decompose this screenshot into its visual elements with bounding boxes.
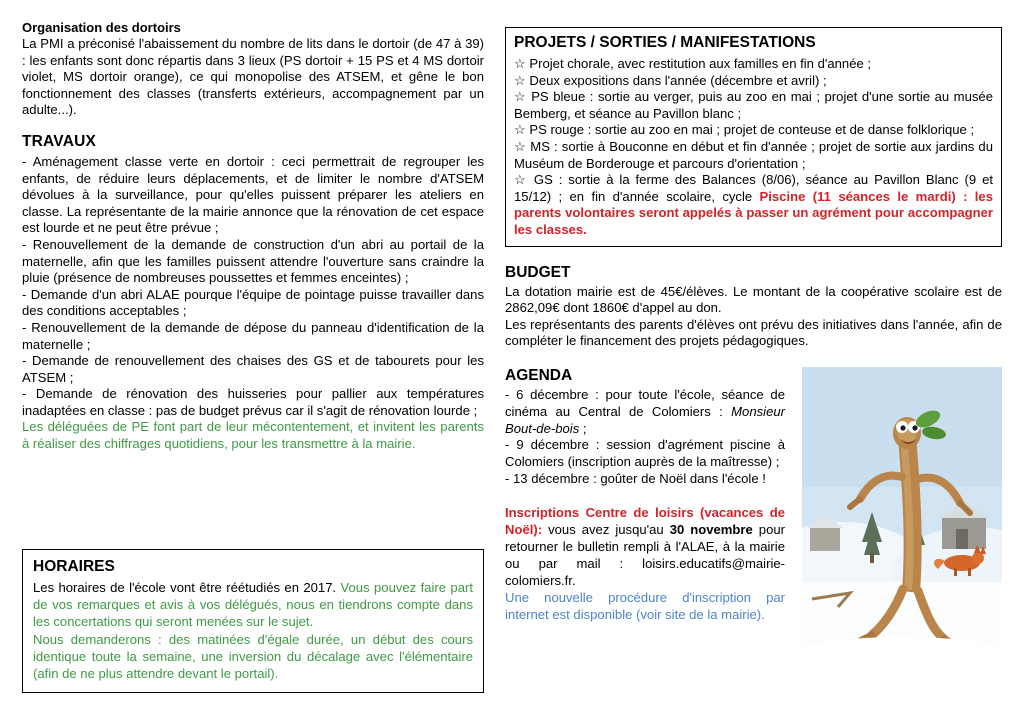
agenda-title: AGENDA <box>505 366 573 384</box>
left-column <box>22 20 484 453</box>
travaux-item: - Demande de renouvellement des chaises des GS et de tabourets pour les ATSEM ; <box>22 353 484 385</box>
spacer <box>505 247 1002 264</box>
inscriptions-title: Inscriptions Centre de loisirs (vacances de Noël): <box>505 504 785 537</box>
travaux-item: - Renouvellement de la demande de dépose du panneau d'identification de la maternelle ; <box>22 319 484 352</box>
dortoirs-section <box>22 20 484 119</box>
agenda-section <box>505 367 1002 623</box>
horaires-title: HORAIRES <box>33 558 115 575</box>
dortoirs-body: La PMI a préconisé l'abaissement du nombre de lits dans le dortoir (de 47 à 39) : les enfants sont donc répartis dans 3 lieux (PS dortoir + 15 PS et 4 MS dortoir violet, MS dortoir orange), ce qui monopolise des ATSEM, et gêne le bon fonctionnement des classes (transferts extérieurs, accompagnement par un adulte...). <box>22 36 484 118</box>
horaires-paragraph-1 <box>33 579 473 631</box>
agenda-item-2: - 9 décembre : session d'agrément piscine à Colomiers (inscription auprès de la maîtresse) ; <box>505 437 785 470</box>
budget-title: BUDGET <box>505 263 571 281</box>
projets-item: ☆ PS rouge : sortie au zoo en mai ; projet de conteuse et de danse folklorique ; <box>514 122 975 138</box>
projets-item: ☆ Deux expositions dans l'année (décembre et avril) ; <box>514 72 827 88</box>
travaux-item: - Aménagement classe verte en dortoir : ceci permettrait de regrouper les enfants, de réduire leurs déplacements, et de limiter le nombre d'ATSEM dévolues à la surveillance, pour qu'elles puissent préparer les ateliers en classe. La représentante de la mairie annonce que la rénovation de cet espace est lourde et ne peut être prévue ; <box>22 153 484 236</box>
inscriptions-text-b: pour retourner le bulletin rempli à l'ALAE, à la mairie ou par mail : loisirs.educatifs@mairie-colomiers.fr. <box>505 521 785 588</box>
gs-text-black: ☆ GS : sortie à la ferme des Balances (8/06), séance au Pavillon Blanc (9 et 15/12) ; en fin d'année scolaire, cycle <box>514 172 993 204</box>
budget-section <box>505 264 1002 350</box>
agenda-item-1 <box>505 387 785 437</box>
spacer <box>22 119 484 133</box>
horaires-box <box>22 549 484 693</box>
inscriptions-deadline: 30 novembre <box>669 521 753 537</box>
travaux-green-note: Les déléguées de PE font part de leur mécontentement, et invitent les parents à réaliser des chiffrages quotidiens, pour les transmettre à la mairie. <box>22 419 484 452</box>
horaires-paragraph-2: Nous demanderons : des matinées d'égale durée, un début des cours identique toute la semaine, une inversion du décalage avec l'élémentaire (afin de ne plus attendre devant le portail). <box>33 631 473 682</box>
agenda-item-1-film-title: Monsieur Bout-de-bois <box>505 403 785 436</box>
agenda-item-1-text-a: - 6 décembre : pour toute l'école, séance de cinéma au Central de Colomiers : <box>505 386 785 419</box>
dortoirs-title: Organisation des dortoirs <box>22 20 181 35</box>
inscriptions-section <box>505 504 785 623</box>
budget-paragraph-2: Les représentants des parents d'élèves ont prévu des initiatives dans l'année, afin de compléter le financement des projets pédagogiques. <box>505 316 1002 349</box>
right-column <box>505 27 1002 623</box>
stick-man-snow-illustration <box>802 367 1002 667</box>
projets-box <box>505 27 1002 247</box>
travaux-title: TRAVAUX <box>22 132 97 150</box>
inscriptions-text-a: vous avez jusqu'au <box>542 521 670 537</box>
agenda-text <box>505 367 785 488</box>
projets-item-gs <box>514 172 993 238</box>
agenda-item-3: - 13 décembre : goûter de Noël dans l'école ! <box>505 470 766 486</box>
travaux-section <box>22 133 484 453</box>
travaux-item: - Renouvellement de la demande de construction d'un abri au portail de la maternelle, afin que les familles puissent attendre l'ouverture sans craindre la pluie (présence de nombreuses poussettes et femmes enceintes) ; <box>22 236 484 286</box>
projets-title: PROJETS / SORTIES / MANIFESTATIONS <box>514 34 816 51</box>
inscriptions-paragraph <box>505 504 785 589</box>
budget-paragraph-1: La dotation mairie est de 45€/élèves. Le montant de la coopérative scolaire est de 2862,09€ dont 1860€ d'appel au don. <box>505 283 1002 316</box>
projets-item: ☆ MS : sortie à Bouconne en début et fin d'année ; projet de sortie aux jardins du Muséum de Borderouge et parcours d'orientation ; <box>514 138 993 171</box>
horaires-p1-green: Vous pouvez faire part de vos remarques et avis à vos délégués, nous en tiendrons compte dans les concertations qui seront menées sur le sujet. <box>33 580 473 630</box>
agenda-item-1-text-b: ; <box>579 420 587 436</box>
travaux-item: - Demande de rénovation des huisseries pour pallier aux températures inadaptées en classe : pas de budget prévus car il s'agit de rénovation lourde ; <box>22 386 484 418</box>
projets-item: ☆ Projet chorale, avec restitution aux familles en fin d'année ; <box>514 56 872 71</box>
horaires-p1-black: Les horaires de l'école vont être réétudiés en 2017. <box>33 580 341 595</box>
travaux-item: - Demande d'un abri ALAE pourque l'équipe de pointage puisse travailler dans des conditions acceptables ; <box>22 286 484 319</box>
inscriptions-note: Une nouvelle procédure d'inscription par internet est disponible (voir site de la mairie). <box>505 589 785 622</box>
gs-text-red: Piscine (11 séances le mardi) : les parents volontaires seront appelés à passer un agrément pour accompagner les classes. <box>514 188 993 237</box>
projets-item: ☆ PS bleue : sortie au verger, puis au zoo en mai ; projet d'une sortie au musée Bemberg, et séance au Pavillon blanc ; <box>514 89 993 121</box>
spacer <box>505 350 1002 367</box>
